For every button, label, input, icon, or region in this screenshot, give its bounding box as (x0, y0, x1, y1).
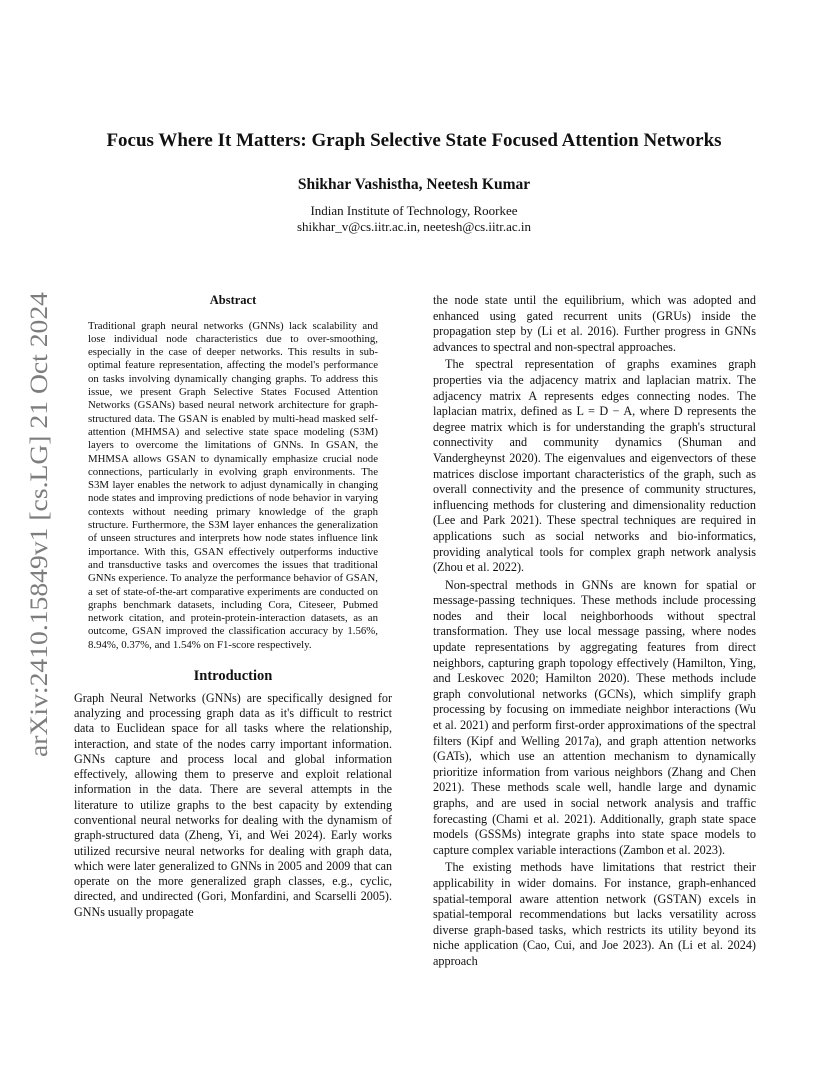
arxiv-stamp (14, 290, 58, 760)
emails: shikhar_v@cs.iitr.ac.in, neetesh@cs.iitr.ac.in (296, 219, 532, 234)
introduction-heading: Introduction (193, 668, 273, 685)
authors: Shikhar Vashistha, Neetesh Kumar (297, 176, 531, 193)
affiliation-block (0, 203, 828, 235)
left-column (74, 293, 392, 920)
affiliation: Indian Institute of Technology, Roorkee (310, 203, 518, 218)
abstract-heading: Abstract (209, 293, 257, 307)
abstract-text: Traditional graph neural networks (GNNs) lack scalability and lose individual node characteristics due to over-smoothing, especially in the case of deeper networks. This results in sub-optimal feature representation, affecting the model's performance on tasks involving dynamically changing graphs. To address this issue, we present Graph Selective States Focused Attention Networks (GSANs) based neural network architecture for graph-structured data. The GSAN is enabled by multi-head masked self-attention (MHMSA) and selective state space modeling (S3M) layers to overcome the limitations of GNNs. In GSAN, the MHMSA allows GSAN to dynamically emphasize crucial node connections, particularly in evolving graph environments. The S3M layer enables the network to adjust dynamically in changing node states and improving predictions of node behavior in varying contexts without needing primary knowledge of the graph structure. Furthermore, the S3M layer enhances the generalization of unseen structures and interprets how node states influence link importance. With this, GSAN effectively outperforms inductive and transductive tasks and overcomes the issues that traditional GNNs experience. To analyze the performance behavior of GSAN, a set of state-of-the-art comparative experiments are conducted on graphs benchmark datasets, including Cora, Citeseer, Pubmed network citation, and protein-protein-interaction datasets, as an outcome, GSAN improved the classification accuracy by 1.56%, 8.94%, 0.37%, and 1.54% on F1-score respectively. (88, 319, 378, 651)
right-paragraph-2: The spectral representation of graphs examines graph properties via the adjacency matrix and laplacian matrix. The adjacency matrix A represents edges connecting nodes. The laplacian matrix, defined as L = D − A, where D represents the degree matrix which is for understanding the graph's structural connectivity and community dynamics (Shuman and Vandergheynst 2020). The eigenvalues and eigenvectors of these matrices disclose important characteristics of the graph, such as overall connectivity and the presence of community structures, influencing methods for clustering and dimensionality reduction (Lee and Park 2021). These spectral techniques are required in applications such as social networks and bio-informatics, providing analytical tools for complex graph network analysis (Zhou et al. 2022). (433, 357, 756, 575)
arxiv-stamp-text: arXiv:2410.15849v1 [cs.LG] 21 Oct 2024 (26, 336, 53, 757)
right-paragraph-4: The existing methods have limitations that restrict their applicability in wider domains. For instance, graph-enhanced spatial-temporal aware attention network (GSTAN) excels in spatial-temporal recommendations but lacks versatility across diverse graph-based tasks, which restricts its utility beyond its niche application (Cao, Cui, and Joe 2023). An (Li et al. 2024) approach (433, 860, 756, 968)
right-column (433, 293, 756, 970)
right-paragraph-3: Non-spectral methods in GNNs are known for spatial or message-passing techniques. These methods include processing nodes and their local neighborhoods without spectral transformation. They use local message passing, where nodes update representations by aggregating features from direct neighbors, capturing graph topology effectively (Hamilton, Ying, and Leskovec 2020; Hamilton 2020). These methods include graph convolutional networks (GCNs), which simplify graph processing by focusing on immediate neighbor interactions (Wu et al. 2021) and perform first-order approximations of the spectral filters (Kipf and Welling 2017a), and graph attention networks (GATs), which use an attention mechanism to dynamically prioritize information from various neighbors (Zhang and Chen 2021). These methods scale well, handle large and dynamic graphs, and are used in social network analysis and traffic forecasting (Chami et al. 2021). Additionally, graph state space models (GSSMs) integrate graphs into state space models to capture complex variable interactions (Zambon et al. 2023). (433, 577, 756, 857)
intro-paragraph-1: Graph Neural Networks (GNNs) are specifically designed for analyzing and processing graph data as it's difficult to restrict data to Euclidean space for all tasks where the relationship, interaction, and state of the nodes carry important information. GNNs capture and process local and global information effectively, allowing them to preserve and exploit relational information in the data. There are several attempts in the literature to utilize graphs to the best capacity by extending conventional neural networks for dealing with the dynamism of graph-structured data (Zheng, Yi, and Wei 2024). Early works utilized recursive neural networks for dealing with graph data, which were later generalized to GNNs in 2005 and 2009 that can operate on the more generalized graph classes, e.g., cyclic, directed, and undirected (Gori, Monfardini, and Scarselli 2005). GNNs usually propagate (74, 690, 392, 919)
paper-title: Focus Where It Matters: Graph Selective State Focused Attention Networks (106, 130, 722, 151)
right-paragraph-1: the node state until the equilibrium, which was adopted and enhanced using gated recurrent units (GRUs) inside the propagation step by (Li et al. 2016). Further progress in GNNs advances to spectral and non-spectral approaches. (433, 293, 756, 354)
